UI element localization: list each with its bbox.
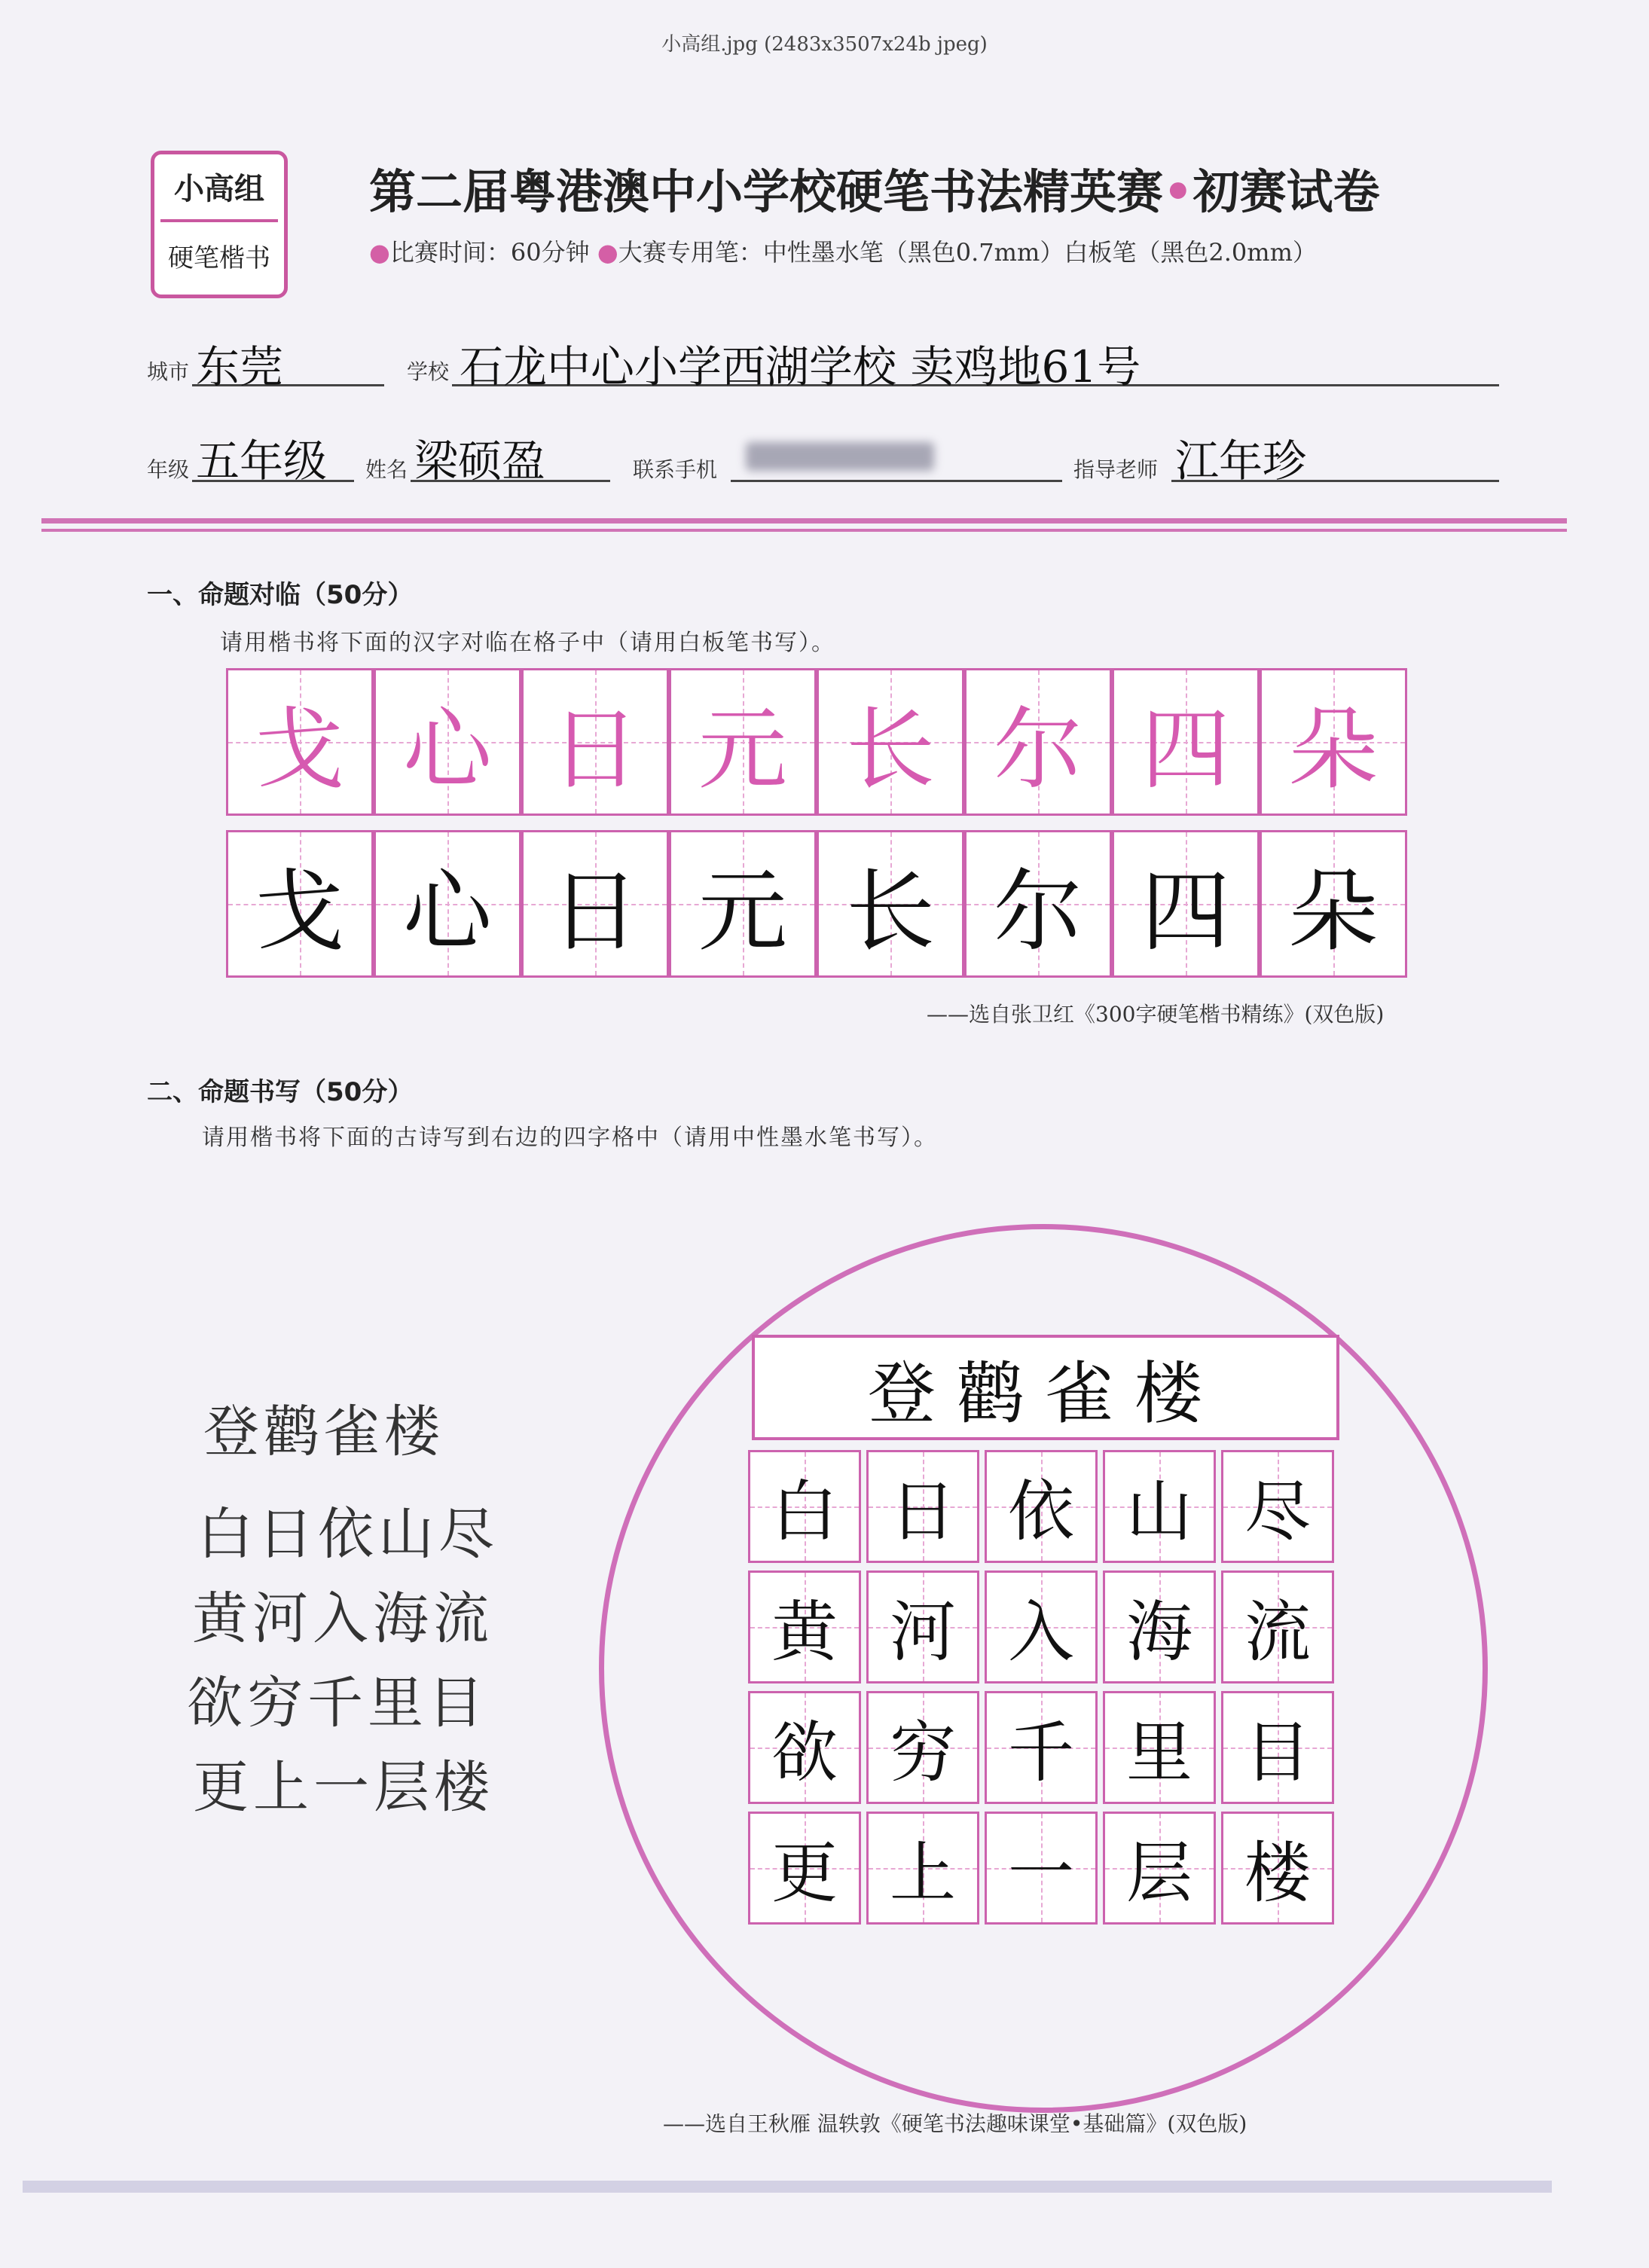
school-value: 石龙中心小学西湖学校 卖鸡地61号 xyxy=(460,341,1141,392)
poem-grid-cell[interactable] xyxy=(1103,1571,1216,1683)
poem-grid-cell[interactable] xyxy=(866,1450,979,1563)
exam-title xyxy=(369,154,1380,221)
section1-instruction: 请用楷书将下面的汉字对临在格子中（请用白板笔书写）。 xyxy=(220,630,835,656)
model-cell xyxy=(817,668,964,816)
section2-heading: 二、命题书写（50分） xyxy=(147,1077,414,1107)
poem-grid-cell[interactable] xyxy=(1221,1450,1334,1563)
written-cell[interactable] xyxy=(964,830,1112,978)
exam-subtitle xyxy=(369,234,1317,268)
model-cell xyxy=(669,668,817,816)
teacher-value: 江年珍 xyxy=(1175,435,1307,487)
written-cell[interactable] xyxy=(669,830,817,978)
model-cell xyxy=(374,668,521,816)
written-cell[interactable] xyxy=(1112,830,1260,978)
model-cell xyxy=(964,668,1112,816)
poem-grid-char: 层 xyxy=(1125,1834,1192,1912)
poem-grid-cell[interactable] xyxy=(1221,1812,1334,1925)
poem-grid-cell[interactable] xyxy=(866,1812,979,1925)
written-char: 心 xyxy=(402,859,492,963)
title-tail: 初赛试卷 xyxy=(1192,164,1380,219)
model-char: 戈 xyxy=(255,697,344,801)
name-value: 梁硕盈 xyxy=(414,435,546,487)
file-name-header: 小高组.jpg (2483x3507x24b jpeg) xyxy=(661,33,988,56)
model-char: 日 xyxy=(550,697,640,801)
written-cell[interactable] xyxy=(374,830,521,978)
poem-grid-cell[interactable] xyxy=(985,1571,1098,1683)
poem-grid-char: 依 xyxy=(1007,1473,1074,1550)
model-cell xyxy=(1112,668,1260,816)
poem-grid-cell[interactable] xyxy=(985,1450,1098,1563)
poem-grid-cell[interactable] xyxy=(985,1691,1098,1804)
written-cell[interactable] xyxy=(226,830,374,978)
poem-grid-char: 欲 xyxy=(771,1714,838,1791)
poem-line-2: 黄河入海流 xyxy=(192,1586,493,1651)
grade-label: 年级 xyxy=(147,457,190,482)
poem-grid-char: 白 xyxy=(771,1473,838,1550)
badge-style-label: 硬笔楷书 xyxy=(168,243,270,273)
model-char: 四 xyxy=(1141,697,1230,801)
written-cell[interactable] xyxy=(817,830,964,978)
school-label: 学校 xyxy=(407,359,450,384)
school-field[interactable] xyxy=(452,331,1499,392)
poem-grid-cell[interactable] xyxy=(1221,1571,1334,1683)
poem-grid-cell[interactable] xyxy=(748,1691,861,1804)
group-badge xyxy=(151,151,288,298)
written-char: 戈 xyxy=(255,859,344,963)
poem-grid-char: 河 xyxy=(889,1593,956,1671)
phone-label: 联系手机 xyxy=(633,457,718,482)
poem-grid-char: 海 xyxy=(1125,1593,1192,1671)
poem-grid-char: 目 xyxy=(1244,1714,1311,1791)
poem-grid-char: 穷 xyxy=(889,1714,956,1791)
teacher-label: 指导老师 xyxy=(1073,457,1159,482)
model-char: 心 xyxy=(402,697,492,801)
header-rule-thin xyxy=(41,529,1567,532)
model-cell xyxy=(226,668,374,816)
poem-line-1: 白日依山尽 xyxy=(197,1502,499,1567)
redacted-phone xyxy=(746,442,934,471)
written-cell[interactable] xyxy=(521,830,669,978)
section1-source: ——选自张卫红《300字硬笔楷书精练》(双色版) xyxy=(927,1002,1385,1027)
section2-instruction: 请用楷书将下面的古诗写到右边的四字格中（请用中性墨水笔书写）。 xyxy=(202,1125,938,1151)
poem-grid-char: 里 xyxy=(1125,1714,1192,1791)
city-field[interactable] xyxy=(192,331,384,392)
poem-grid-char: 尽 xyxy=(1244,1473,1311,1550)
poem-grid-cell[interactable] xyxy=(748,1450,861,1563)
poem-grid-char: 千 xyxy=(1007,1714,1074,1791)
written-char: 长 xyxy=(845,859,935,963)
poem-grid-cell[interactable] xyxy=(1103,1450,1216,1563)
section2-source: ——选自王秋雁 温轶敦《硬笔书法趣味课堂•基础篇》(双色版) xyxy=(663,2111,1247,2136)
badge-divider xyxy=(160,219,278,222)
model-char: 尔 xyxy=(993,697,1083,801)
model-char: 长 xyxy=(845,697,935,801)
written-char: 尔 xyxy=(993,859,1083,963)
bottom-scan-strip xyxy=(23,2181,1552,2193)
title-dot: • xyxy=(1163,164,1193,219)
poem-grid-cell[interactable] xyxy=(1103,1691,1216,1804)
poem-grid-cell[interactable] xyxy=(866,1691,979,1804)
poem-title: 登鹳雀楼 xyxy=(203,1400,444,1464)
written-char: 日 xyxy=(550,859,640,963)
poem-grid-cell[interactable] xyxy=(1103,1812,1216,1925)
model-char: 元 xyxy=(698,697,787,801)
poem-grid-cell[interactable] xyxy=(748,1812,861,1925)
grade-field[interactable] xyxy=(192,426,354,487)
poem-grid-cell[interactable] xyxy=(748,1571,861,1683)
title-main: 第二届粤港澳中小学校硬笔书法精英赛 xyxy=(369,164,1164,219)
poem-grid-char: 入 xyxy=(1007,1593,1074,1671)
header-rule xyxy=(41,518,1567,524)
written-char: 元 xyxy=(698,859,787,963)
badge-group-label: 小高组 xyxy=(174,172,264,206)
bullet-2: ● xyxy=(597,238,618,267)
poem-grid-char: 楼 xyxy=(1244,1834,1311,1912)
city-label: 城市 xyxy=(147,359,190,384)
name-label: 姓名 xyxy=(365,457,408,482)
model-cell xyxy=(1260,668,1407,816)
poem-line-4: 更上一层楼 xyxy=(193,1755,494,1820)
grade-value: 五年级 xyxy=(196,435,328,487)
poem-line-3: 欲穷千里目 xyxy=(187,1671,488,1735)
poem-grid-char: 山 xyxy=(1125,1473,1192,1550)
poem-grid-char: 流 xyxy=(1244,1593,1311,1671)
poem-grid-char: 更 xyxy=(771,1834,838,1912)
poem-grid-char: 黄 xyxy=(771,1593,838,1671)
section1-heading: 一、命题对临（50分） xyxy=(147,580,414,610)
name-field[interactable] xyxy=(411,426,610,487)
poem-grid-cell[interactable] xyxy=(866,1571,979,1683)
poem-grid-char: 一 xyxy=(1007,1834,1074,1912)
poem-grid-cell[interactable] xyxy=(1221,1691,1334,1804)
model-char: 朵 xyxy=(1288,697,1378,801)
time-info: 比赛时间：60分钟 xyxy=(389,238,590,267)
written-char: 四 xyxy=(1141,859,1230,963)
written-title: 登鹳雀楼 xyxy=(868,1354,1223,1433)
written-cell[interactable] xyxy=(1260,830,1407,978)
phone-field[interactable] xyxy=(731,426,1062,482)
model-cell xyxy=(521,668,669,816)
poem-grid-cell[interactable] xyxy=(985,1812,1098,1925)
written-char: 朵 xyxy=(1288,859,1378,963)
city-value: 东莞 xyxy=(196,341,284,392)
written-title-box[interactable] xyxy=(752,1335,1339,1440)
poem-grid-char: 上 xyxy=(889,1834,956,1912)
pen-info: 大赛专用笔：中性墨水笔（黑色0.7mm）白板笔（黑色2.0mm） xyxy=(618,238,1317,267)
poem-grid-char: 日 xyxy=(889,1473,956,1550)
bullet-1: ● xyxy=(369,238,390,267)
teacher-field[interactable] xyxy=(1171,426,1499,487)
